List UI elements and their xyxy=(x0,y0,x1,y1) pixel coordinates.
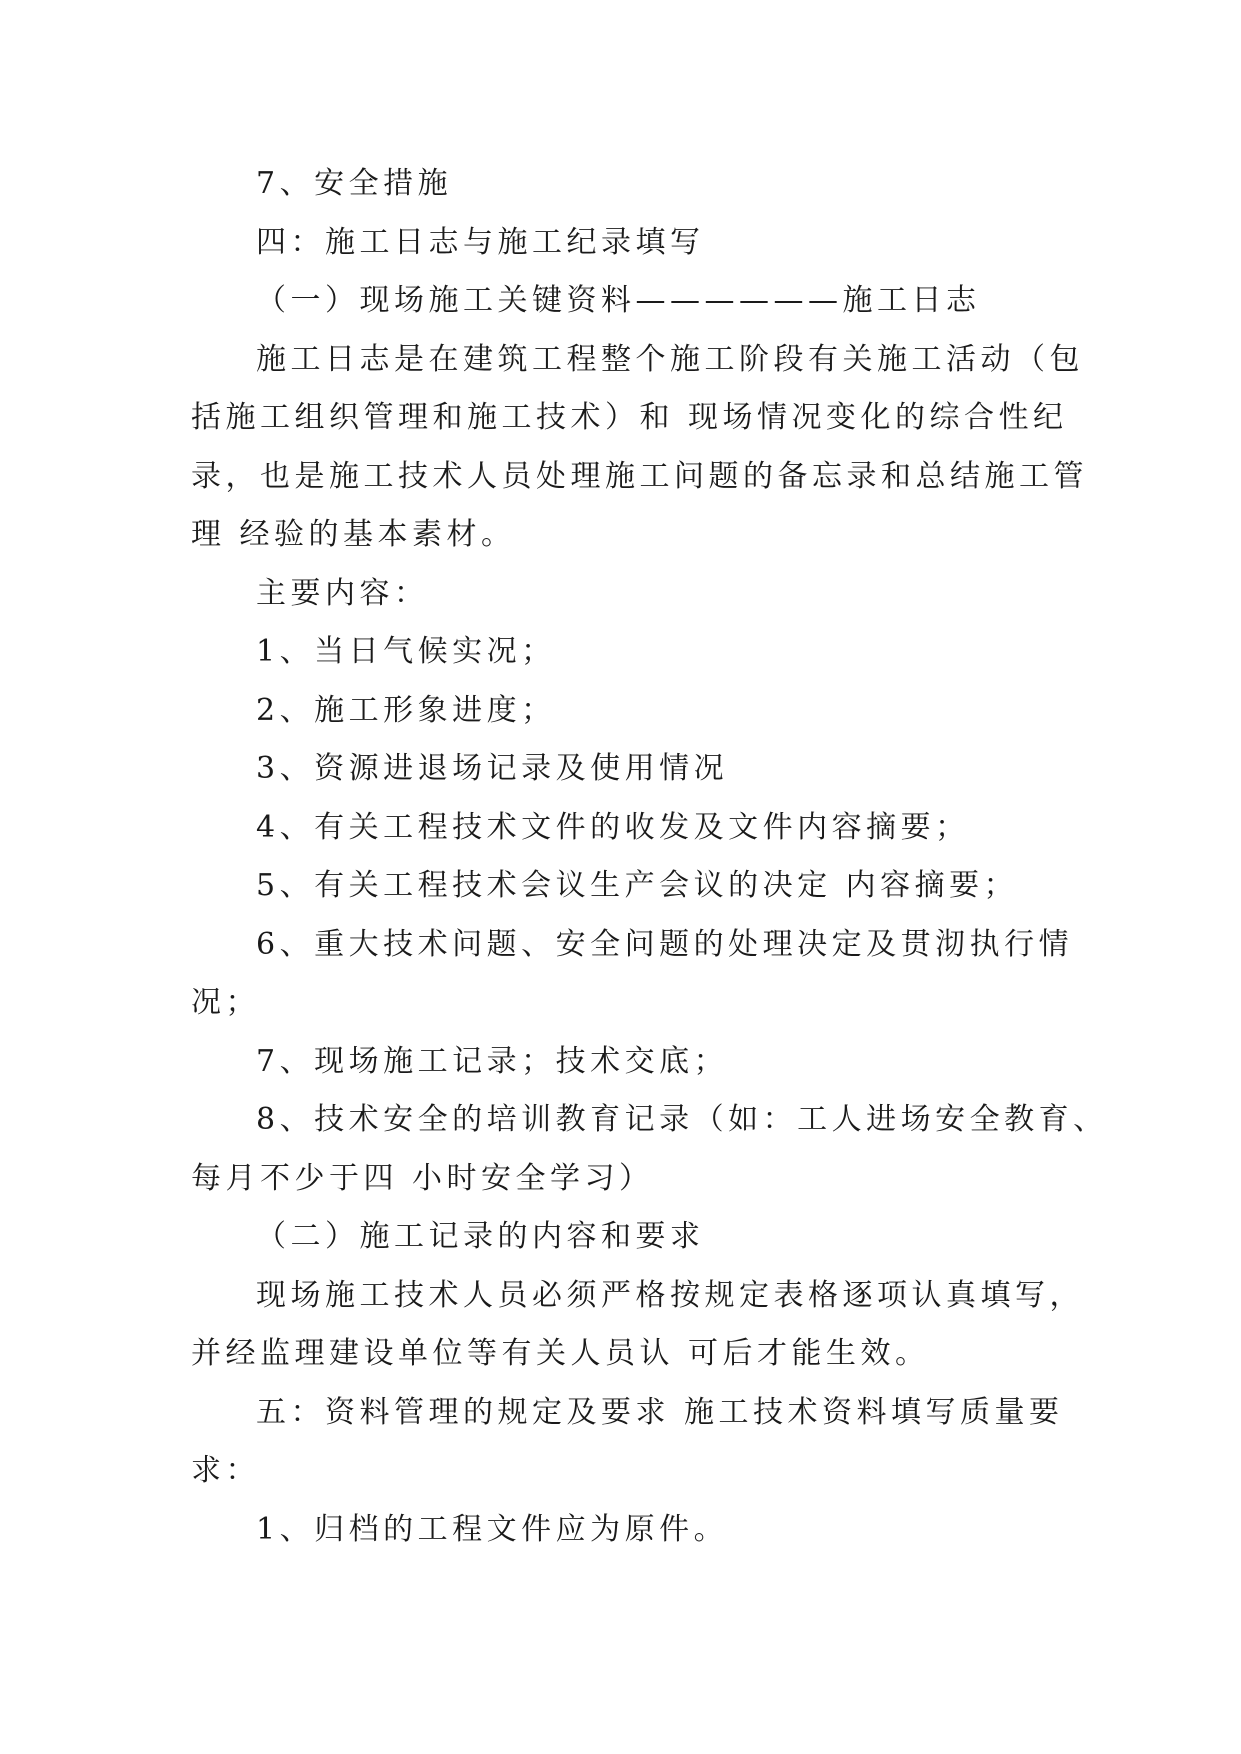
section-heading-continuation: 求： xyxy=(191,1453,260,1488)
paragraph-line: 现场施工技术人员必须严格按规定表格逐项认真填写， xyxy=(256,1277,1084,1313)
paragraph-line: 施工日志是在建筑工程整个施工阶段有关施工活动（包 xyxy=(256,341,1084,377)
list-item: 6、重大技术问题、安全问题的处理决定及贯沏执行情 xyxy=(256,926,1074,962)
paragraph-line: 理 经验的基本素材。 xyxy=(191,517,516,552)
list-item-continuation: 况； xyxy=(191,985,260,1020)
text-line: 7、安全措施 xyxy=(256,166,453,201)
subsection-heading: （一）现场施工关键资料——————施工日志 xyxy=(256,283,981,318)
list-item-continuation: 每月不少于四 小时安全学习） xyxy=(191,1160,654,1196)
list-item: 8、技术安全的培训教育记录（如：工人进场安全教育、 xyxy=(256,1102,1108,1137)
list-item: 4、有关工程技术文件的收发及文件内容摘要； xyxy=(256,809,970,845)
section-heading: 五：资料管理的规定及要求 施工技术资料填写质量要 xyxy=(256,1394,1064,1430)
paragraph-line: 录，也是施工技术人员处理施工问题的备忘录和总结施工管 xyxy=(191,458,1088,494)
list-item: 3、资源进退场记录及使用情况 xyxy=(256,751,729,786)
list-item: 1、当日气候实况； xyxy=(256,634,556,669)
list-item: 7、现场施工记录；技术交底； xyxy=(256,1043,729,1079)
list-heading: 主要内容： xyxy=(256,575,429,611)
section-heading: 四：施工日志与施工纪录填写 xyxy=(256,224,705,260)
list-item: 1、归档的工程文件应为原件。 xyxy=(256,1511,729,1547)
document-body xyxy=(191,155,1108,1559)
list-item: 5、有关工程技术会议生产会议的决定 内容摘要； xyxy=(256,868,1019,903)
paragraph-line: 并经监理建设单位等有关人员认 可后才能生效。 xyxy=(191,1336,930,1371)
list-item: 2、施工形象进度； xyxy=(256,692,556,728)
paragraph-line: 括施工组织管理和施工技术）和 现场情况变化的综合性纪 xyxy=(191,400,1068,435)
subsection-heading: （二）施工记录的内容和要求 xyxy=(256,1219,705,1254)
